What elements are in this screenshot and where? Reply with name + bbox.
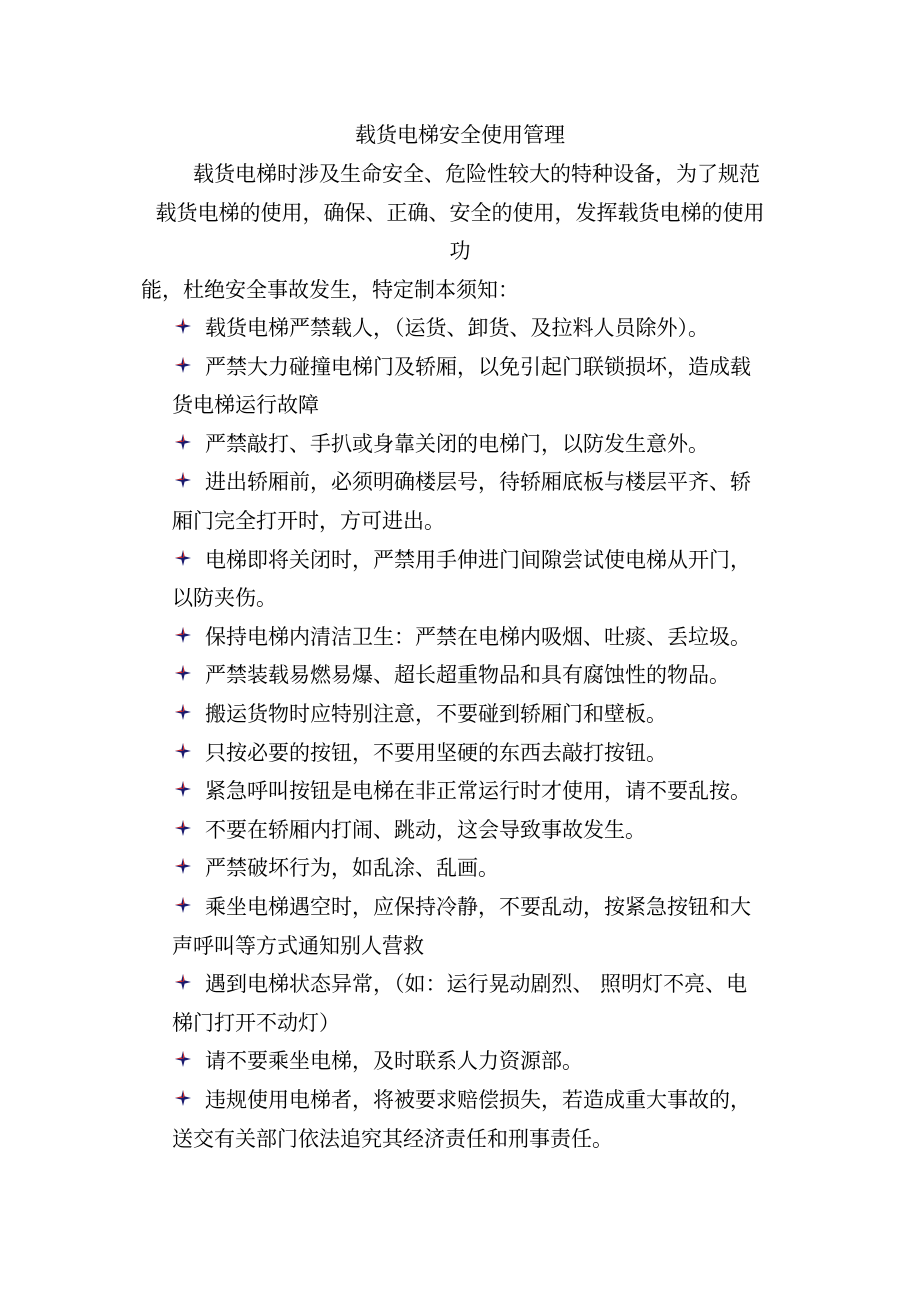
rule-item-text: 严禁破坏行为，如乱涂、乱画。 <box>205 856 499 881</box>
four-point-star-bullet-icon <box>172 701 194 723</box>
four-point-star-bullet-icon <box>172 740 194 762</box>
rule-item-continuation: 送交有关部门依法追究其经济责任和刑事责任。 <box>172 1126 613 1151</box>
four-point-star-bullet-icon <box>172 469 194 491</box>
rule-item-text: 不要在轿厢内打闹、跳动，这会导致事故发生。 <box>205 817 646 842</box>
rule-item-text: 只按必要的按钮，不要用坚硬的东西去敲打按钮。 <box>205 740 667 765</box>
four-point-star-bullet-icon <box>172 817 194 839</box>
rule-item-text: 严禁大力碰撞电梯门及轿厢，以免引起门联锁损坏，造成载 <box>205 354 751 379</box>
rule-item-text: 严禁敲打、手扒或身靠关闭的电梯门，以防发生意外。 <box>205 431 709 456</box>
rule-item-text: 乘坐电梯遇空时，应保持冷静，不要乱动，按紧急按钮和大 <box>205 895 751 919</box>
rule-item-text: 进出轿厢前，必须明确楼层号，待轿厢底板与楼层平齐、轿 <box>205 470 751 495</box>
rule-item-text: 违规使用电梯者，将被要求赔偿损失，若造成重大事故的， <box>205 1088 751 1112</box>
rule-item-text: 电梯即将关闭时，严禁用手伸进门间隙尝试使电梯从开门， <box>205 547 751 572</box>
four-point-star-bullet-icon <box>172 971 194 993</box>
rule-item-text: 紧急呼叫按钮是电梯在非正常运行时才使用，请不要乱按。 <box>205 779 751 804</box>
intro-line-3: 功 <box>449 239 471 263</box>
four-point-star-bullet-icon <box>172 354 194 376</box>
rule-item-text: 遇到电梯状态异常，（如：运行晃动剧烈、 照明灯不亮、电 <box>205 972 748 997</box>
rule-item-continuation: 货电梯运行故障 <box>172 393 319 418</box>
four-point-star-bullet-icon <box>172 778 194 800</box>
rule-item-text: 搬运货物时应特别注意，不要碰到轿厢门和壁板。 <box>205 702 667 726</box>
four-point-star-bullet-icon <box>172 1048 194 1070</box>
four-point-star-bullet-icon <box>172 662 194 684</box>
four-point-star-bullet-icon <box>172 547 194 569</box>
intro-line-4: 能，杜绝安全事故发生，特定制本须知： <box>141 278 519 302</box>
rule-item-continuation: 厢门完全打开时，方可进出。 <box>172 509 445 533</box>
four-point-star-bullet-icon <box>172 431 194 453</box>
four-point-star-bullet-icon <box>172 855 194 877</box>
four-point-star-bullet-icon <box>172 1087 194 1109</box>
rule-item-text: 保持电梯内清洁卫生：严禁在电梯内吸烟、吐痰、丢垃圾。 <box>205 624 751 649</box>
four-point-star-bullet-icon <box>172 894 194 916</box>
four-point-star-bullet-icon <box>172 624 194 646</box>
document-title: 载货电梯安全使用管理 <box>355 123 565 147</box>
rule-item-text: 载货电梯严禁载人，（运货、卸货、及拉料人员除外）。 <box>205 316 709 340</box>
four-point-star-bullet-icon <box>172 315 194 337</box>
intro-line-1: 载货电梯时涉及生命安全、危险性较大的特种设备，为了规范 <box>193 162 760 186</box>
rule-item-continuation: 以防夹伤。 <box>172 586 277 611</box>
rule-item-text: 严禁装载易燃易爆、超长超重物品和具有腐蚀性的物品。 <box>205 663 730 688</box>
rule-item-text: 请不要乘坐电梯，及时联系人力资源部。 <box>205 1049 583 1074</box>
rule-item-continuation: 梯门打开不动灯） <box>172 1010 340 1035</box>
intro-line-2: 载货电梯的使用，确保、正确、安全的使用，发挥载货电梯的使用 <box>155 201 765 225</box>
rule-item-continuation: 声呼叫等方式通知别人营救 <box>172 933 424 958</box>
